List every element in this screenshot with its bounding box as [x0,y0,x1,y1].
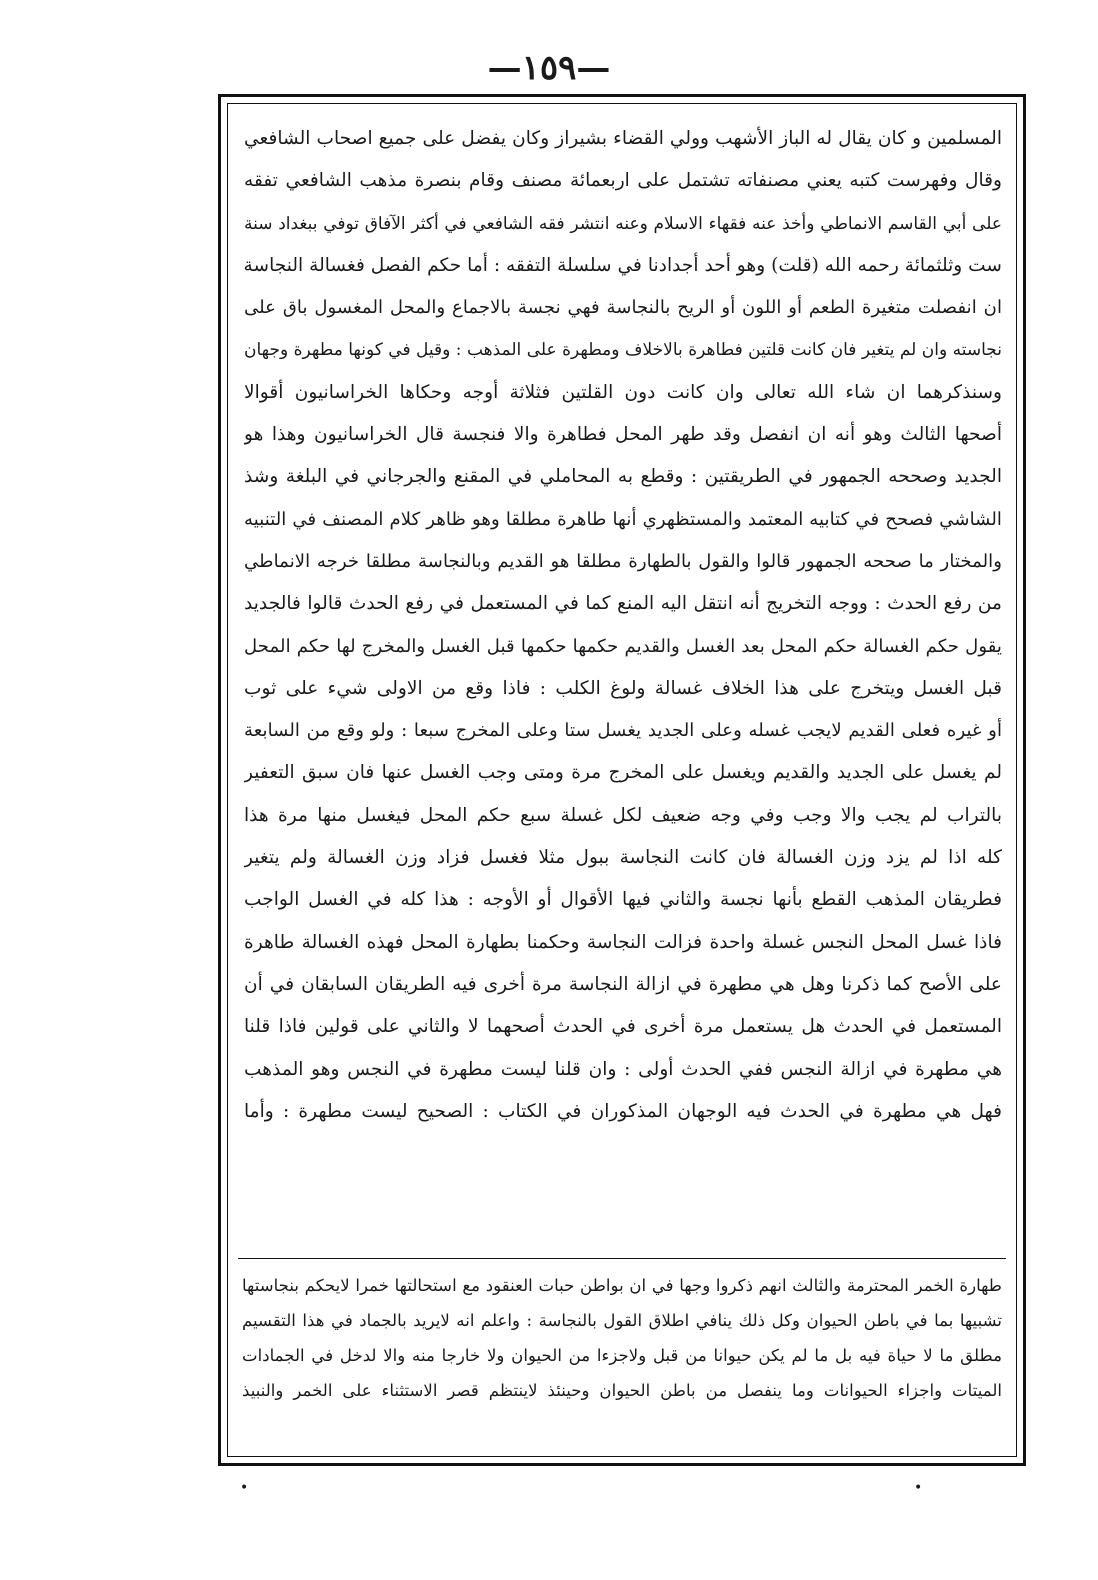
page-number: —١٥٩— [487,48,611,88]
text-line: نجاسته وان لم يتغير فان كانت قلتين فطاهرة بالاخلاف ومطهرة على المذهب : وقيل في كونها مطهرة وجهان [244,340,1002,361]
footnote-divider [238,1258,1006,1259]
text-line: وسنذكرهما ان شاء الله تعالى وان كانت دون القلتين فثلاثة أوجه وحكاها الخراسانيون أقوالا [244,381,1002,403]
text-line: ست وثلثمائة رحمه الله (قلت) وهو أحد أجدادنا في سلسلة التفقه : أما حكم الفصل فغسالة النجاسة [244,254,1002,276]
text-line: أصحها الثالث وهو أنه ان انفصل وقد طهر المحل فطاهرة والا فنجسة قال الخراسانيون وهذا هو [244,424,1002,446]
bottom-right-mark: • [914,1480,923,1496]
text-line: هي مطهرة في ازالة النجس ففي الحدث أولى : وان قلنا ليست مطهرة في النجس وهو المذهب [244,1058,1002,1080]
footnote-line: الميتات واجزاء الحيوانات وما ينفصل من باطن الحيوان وحينئذ لاينتظم قصر الاستثناء على الخمر والنبيذ [242,1381,1002,1400]
text-line: يقول حكم الغسالة حكم المحل بعد الغسل والقديم حكمها حكمها قبل الغسل والمخرج لها حكم المحل [244,635,1002,657]
page-frame-inner [227,103,1017,1457]
text-line: أو غيره فعلى القديم لايجب غسله وعلى الجديد يغسل ستا وعلى المخرج سبعا : ولو وقع من السابعة [244,720,1002,742]
footnote-line: تشبيها بما في باطن الحيوان وكل ذلك ينافي اطلاق القول بالنجاسة : واعلم انه لايريد بالجماد في هذا التقسيم [242,1311,1002,1330]
text-line: فاذا غسل المحل النجس غسلة واحدة فزالت النجاسة وحكمنا بطهارة المحل فهذه الغسالة طاهرة [244,931,1002,953]
text-line: الشاشي فصحح في كتابيه المعتمد والمستظهري أنها طاهرة مطلقا وهو ظاهر كلام المصنف في التنبيه [244,508,1002,530]
bottom-left-mark: • [240,1480,249,1496]
text-line: ان انفصلت متغيرة الطعم أو اللون أو الريح بالنجاسة فهي نجسة بالاجماع والمحل المغسول باق على [244,297,1002,319]
text-line: على أبي القاسم الانماطي وأخذ عنه فقهاء الاسلام وعنه انتشر فقه الشافعي في أكثر الآفاق توفي ببغداد سنة [244,213,1002,234]
footnote-line: مطلق ما لا حياة فيه بل ما لم يكن حيوانا من قبل ولاجزءا من الحيوان ولا خارجا منه والا لدخل في الجمادات [242,1346,1002,1365]
text-line: من رفع الحدث : ووجه التخريج أنه انتقل اليه المنع كما في المستعمل في رفع الحدث قالوا فالجديد [244,593,1002,615]
text-line: وقال وفهرست كتبه يعني مصنفاته تشتمل على اربعمائة مصنف وقام بنصرة مذهب الشافعي تفقه [244,170,1002,192]
text-line: والمختار ما صححه الجمهور قالوا والقول بالطهارة مطلقا هو القديم وبالنجاسة مطلقا خرجه الانماطي [244,550,1002,572]
text-line: المستعمل في الحدث هل يستعمل مرة أخرى في الحدث أصحهما لا والثاني على قولين فاذا قلنا [244,1016,1002,1038]
text-line: على الأصح كما ذكرنا وهل هي مطهرة في ازالة النجاسة مرة أخرى فيه الطريقان السابقان في أن [244,973,1002,995]
text-line: بالتراب لم يجب والا وجب وفي وجه ضعيف لكل غسلة سبع حكم المحل فيغسل منها مرة هذا [244,804,1002,826]
main-text-block [244,118,1002,1248]
text-line: لم يغسل على الجديد والقديم ويغسل على المخرج مرة ومتى وجب الغسل عنها فان سبق التعفير [244,762,1002,784]
text-line: فطريقان المذهب القطع بأنها نجسة والثاني فيها الأقوال أو الأوجه : هذا كله في الغسل الواجب [244,889,1002,911]
text-line: قبل الغسل ويتخرج على هذا الخلاف غسالة ولوغ الكلب : فاذا وقع من الاولى شيء على ثوب [244,677,1002,699]
text-line: الجديد وصححه الجمهور في الطريقتين : وقطع به المحاملي في المقنع والجرجاني في البلغة وشذ [244,466,1002,488]
page-frame [218,94,1026,1466]
footnote-block [242,1268,1002,1408]
footnote-line: طهارة الخمر المحترمة والثالث انهم ذكروا وجها في ان بواطن حبات العنقود مع استحالتها خمرا لايحكم بنجاستها [242,1276,1002,1295]
text-line: المسلمين و كان يقال له الباز الأشهب وولي القضاء بشيراز وكان يفضل على جميع اصحاب الشافعي [244,128,1002,149]
text-line: كله اذا لم يزد وزن الغسالة فان كانت النجاسة ببول مثلا فغسل فزاد وزن الغسالة ولم يتغير [244,847,1002,869]
text-line: فهل هي مطهرة في الحدث فيه الوجهان المذكوران في الكتاب : الصحيح ليست مطهرة : وأما [244,1100,1002,1122]
